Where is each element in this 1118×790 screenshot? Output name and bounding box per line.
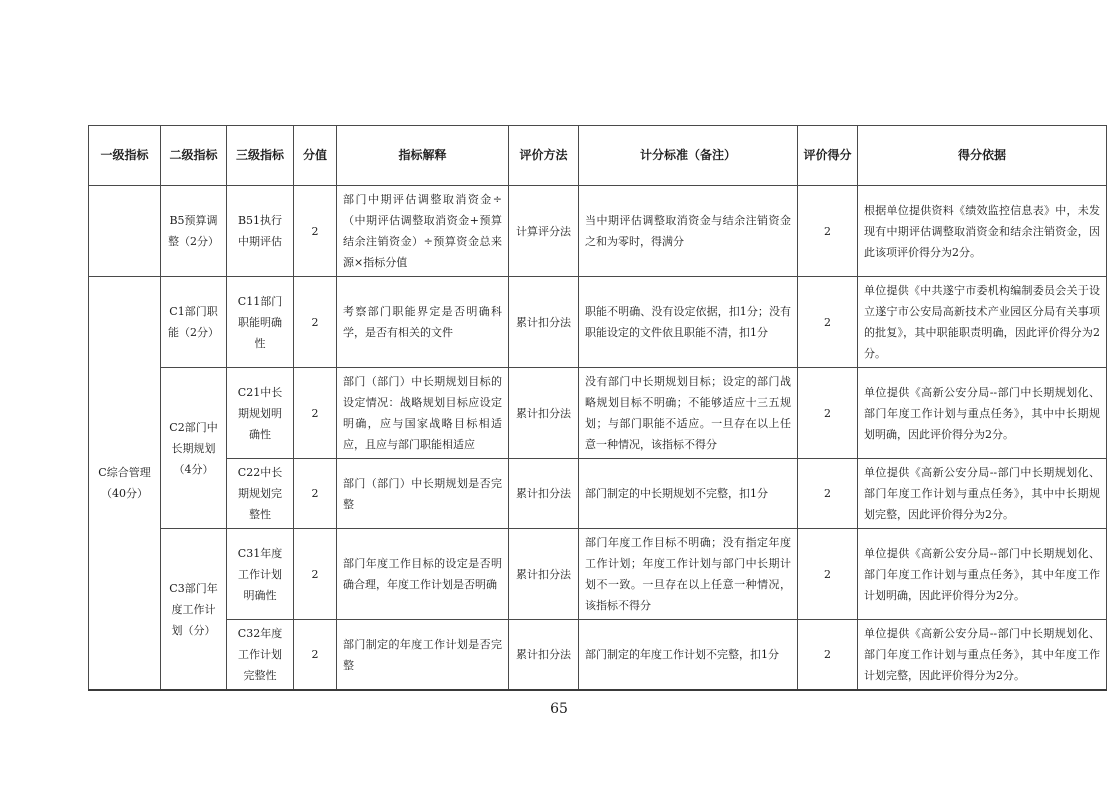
cell-points-c31: 2 bbox=[294, 529, 337, 620]
cell-points-b51: 2 bbox=[294, 186, 337, 277]
col-header-method: 评价方法 bbox=[509, 126, 579, 186]
cell-level3-c31: C31年度工作计划明确性 bbox=[227, 529, 294, 620]
cell-basis-b51: 根据单位提供资料《绩效监控信息表》中，未发现有中期评估调整取消资金和结余注销资金，因此该项评价得分为2分。 bbox=[858, 186, 1107, 277]
cell-method-b51: 计算评分法 bbox=[509, 186, 579, 277]
cell-method-c31: 累计扣分法 bbox=[509, 529, 579, 620]
cell-basis-c22: 单位提供《高新公安分局--部门中长期规划化、部门年度工作计划与重点任务》，其中中长期规划完整，因此评价得分为2分。 bbox=[858, 459, 1107, 529]
cell-level2-c2: C2部门中长期规划（4分） bbox=[161, 368, 227, 529]
cell-level2-c1: C1部门职能（2分） bbox=[161, 277, 227, 368]
cell-standard-c32: 部门制定的年度工作计划不完整，扣1分 bbox=[579, 620, 798, 691]
cell-explanation-c21: 部门（部门）中长期规划目标的设定情况：战略规划目标应设定明确，应与国家战略目标相适应，且应与部门职能相适应 bbox=[337, 368, 509, 459]
cell-standard-c22: 部门制定的中长期规划不完整，扣1分 bbox=[579, 459, 798, 529]
cell-points-c11: 2 bbox=[294, 277, 337, 368]
cell-level2-c3: C3部门年度工作计划（分） bbox=[161, 529, 227, 691]
cell-level3-c22: C22中长期规划完整性 bbox=[227, 459, 294, 529]
cell-explanation-c31: 部门年度工作目标的设定是否明确合理，年度工作计划是否明确 bbox=[337, 529, 509, 620]
cell-points-c22: 2 bbox=[294, 459, 337, 529]
evaluation-table bbox=[88, 125, 1107, 691]
cell-level3-c32: C32年度工作计划完整性 bbox=[227, 620, 294, 691]
cell-standard-b51: 当中期评估调整取消资金与结余注销资金之和为零时，得满分 bbox=[579, 186, 798, 277]
col-header-points: 分值 bbox=[294, 126, 337, 186]
cell-method-c32: 累计扣分法 bbox=[509, 620, 579, 691]
table-row-c22 bbox=[89, 459, 1107, 529]
table-row-c21 bbox=[89, 368, 1107, 459]
cell-method-c22: 累计扣分法 bbox=[509, 459, 579, 529]
cell-level1-empty bbox=[89, 186, 161, 277]
cell-basis-c11: 单位提供《中共遂宁市委机构编制委员会关于设立遂宁市公安局高新技术产业园区分局有关事项的批复》，其中职能职责明确，因此评价得分为2分。 bbox=[858, 277, 1107, 368]
cell-score-c31: 2 bbox=[798, 529, 858, 620]
col-header-score-basis: 得分依据 bbox=[858, 126, 1107, 186]
col-header-score-obtained: 评价得分 bbox=[798, 126, 858, 186]
col-header-level2-indicator: 二级指标 bbox=[161, 126, 227, 186]
col-header-level3-indicator: 三级指标 bbox=[227, 126, 294, 186]
table-row-c11 bbox=[89, 277, 1107, 368]
cell-explanation-c11: 考察部门职能界定是否明确科学，是否有相关的文件 bbox=[337, 277, 509, 368]
cell-score-c32: 2 bbox=[798, 620, 858, 691]
col-header-level1-indicator: 一级指标 bbox=[89, 126, 161, 186]
cell-method-c11: 累计扣分法 bbox=[509, 277, 579, 368]
table-row-c31 bbox=[89, 529, 1107, 620]
cell-points-c21: 2 bbox=[294, 368, 337, 459]
table-row-b51 bbox=[89, 186, 1107, 277]
page-number: 65 bbox=[550, 701, 568, 717]
col-header-scoring-standard: 计分标准（备注） bbox=[579, 126, 798, 186]
cell-standard-c11: 职能不明确、没有设定依据，扣1分；没有职能设定的文件依且职能不清，扣1分 bbox=[579, 277, 798, 368]
cell-standard-c21: 没有部门中长期规划目标；设定的部门战略规划目标不明确；不能够适应十三五规划；与部门职能不适应。一旦存在以上任意一种情况，该指标不得分 bbox=[579, 368, 798, 459]
cell-basis-c31: 单位提供《高新公安分局--部门中长期规划化、部门年度工作计划与重点任务》，其中年度工作计划明确，因此评价得分为2分。 bbox=[858, 529, 1107, 620]
cell-score-b51: 2 bbox=[798, 186, 858, 277]
cell-level3-c11: C11部门职能明确性 bbox=[227, 277, 294, 368]
cell-level3-c21: C21中长期规划明确性 bbox=[227, 368, 294, 459]
cell-points-c32: 2 bbox=[294, 620, 337, 691]
cell-level3-b51: B51执行中期评估 bbox=[227, 186, 294, 277]
cell-explanation-c22: 部门（部门）中长期规划是否完整 bbox=[337, 459, 509, 529]
cell-standard-c31: 部门年度工作目标不明确；没有指定年度工作计划；年度工作计划与部门中长期计划不一致。一旦存在以上任意一种情况，该指标不得分 bbox=[579, 529, 798, 620]
cell-explanation-c32: 部门制定的年度工作计划是否完整 bbox=[337, 620, 509, 691]
cell-score-c22: 2 bbox=[798, 459, 858, 529]
header-row bbox=[89, 126, 1107, 186]
cell-explanation-b51: 部门中期评估调整取消资金÷（中期评估调整取消资金+预算结余注销资金）÷预算资金总来源×指标分值 bbox=[337, 186, 509, 277]
cell-basis-c32: 单位提供《高新公安分局--部门中长期规划化、部门年度工作计划与重点任务》，其中年度工作计划完整，因此评价得分为2分。 bbox=[858, 620, 1107, 691]
cell-level1-c-group: C综合管理（40分） bbox=[89, 277, 161, 691]
cell-method-c21: 累计扣分法 bbox=[509, 368, 579, 459]
cell-score-c11: 2 bbox=[798, 277, 858, 368]
cell-basis-c21: 单位提供《高新公安分局--部门中长期规划化、部门年度工作计划与重点任务》，其中中长期规划明确，因此评价得分为2分。 bbox=[858, 368, 1107, 459]
table-row-c32 bbox=[89, 620, 1107, 691]
col-header-explanation: 指标解释 bbox=[337, 126, 509, 186]
cell-score-c21: 2 bbox=[798, 368, 858, 459]
cell-level2-b5: B5预算调整（2分） bbox=[161, 186, 227, 277]
